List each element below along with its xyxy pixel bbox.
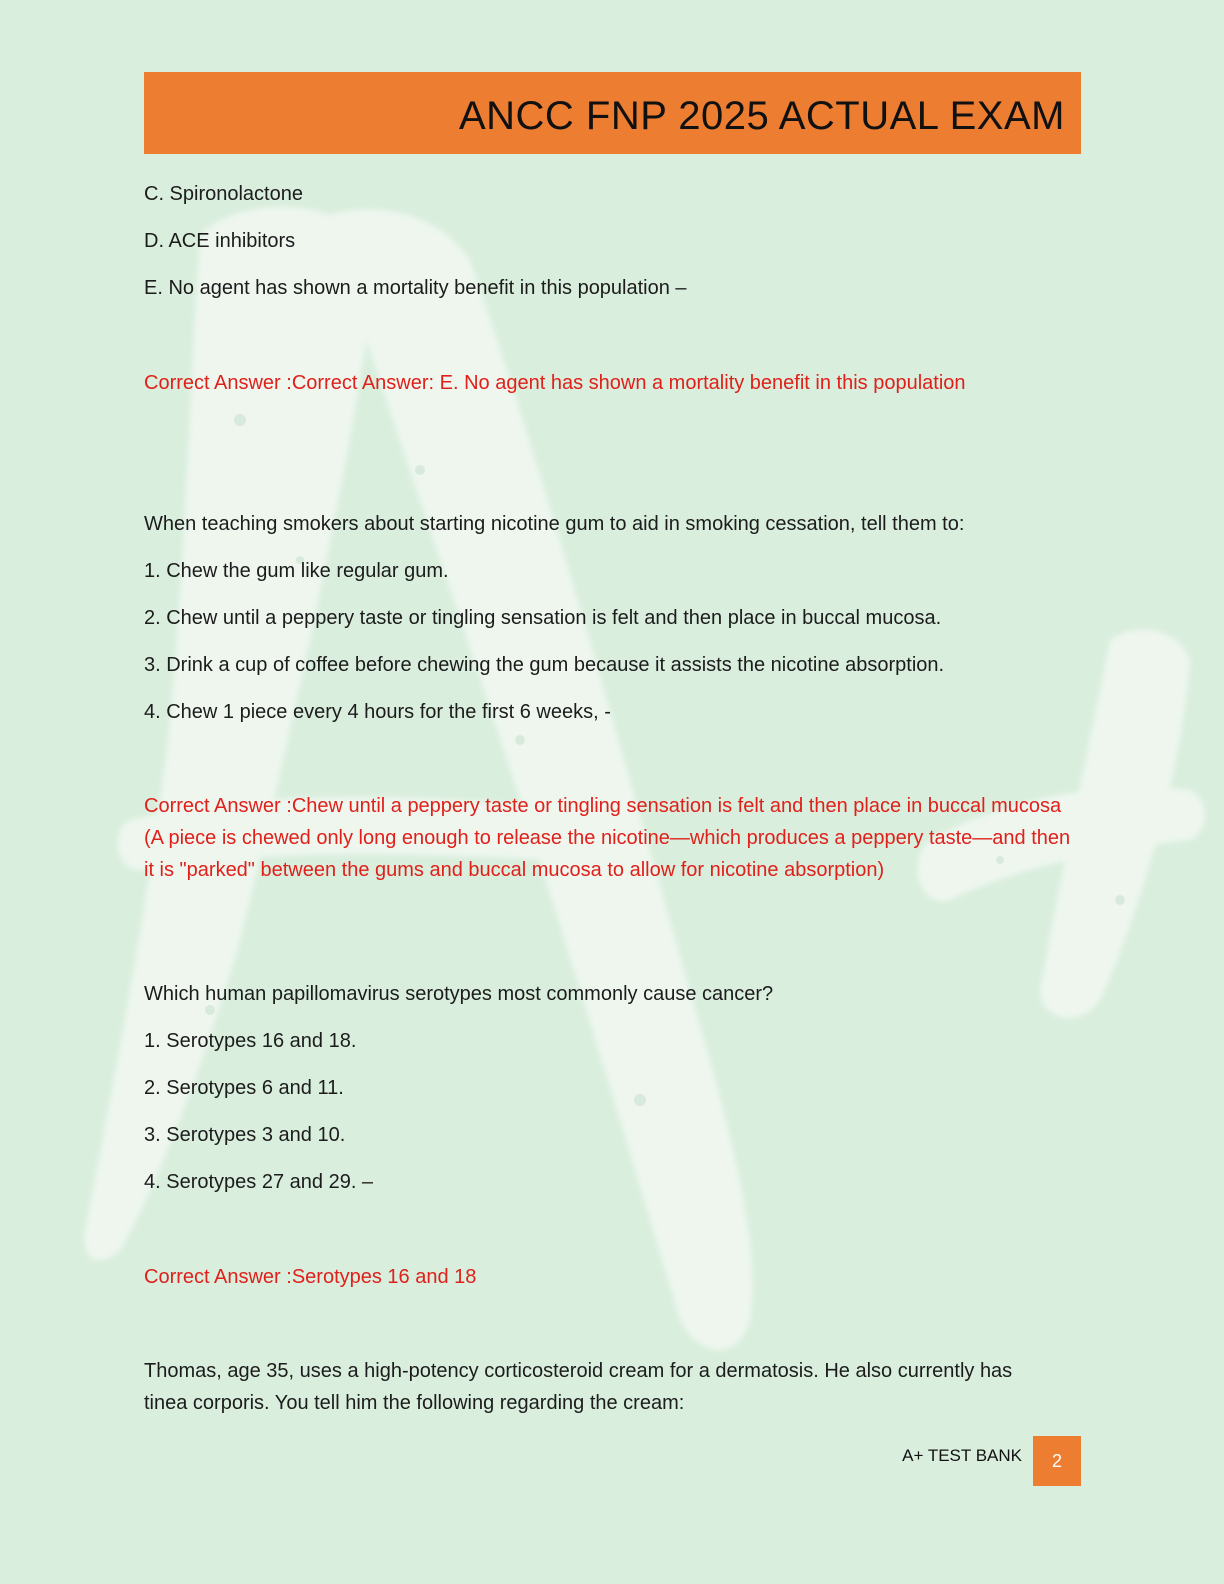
page-number: 2 (1033, 1436, 1081, 1486)
q2-option-2: 2. Chew until a peppery taste or tingling sensation is felt and then place in buccal mucosa. (144, 607, 942, 629)
q2-question: When teaching smokers about starting nicotine gum to aid in smoking cessation, tell them to: (144, 513, 965, 535)
q2-correct-answer: Correct Answer :Chew until a peppery taste or tingling sensation is felt and then place in buccal mucosa (A piece is chewed only long enough to release the nicotine—which produces a peppery taste—and then it is "parked" between the gums and buccal mucosa to allow for nicotine absorption) (144, 795, 1071, 881)
q2-option-1: 1. Chew the gum like regular gum. (144, 560, 449, 582)
q3-correct-answer: Correct Answer :Serotypes 16 and 18 (144, 1266, 477, 1288)
q3-option-3: 3. Serotypes 3 and 10. (144, 1124, 346, 1146)
q1-option-e: E. No agent has shown a mortality benefit in this population – (144, 277, 687, 299)
q3-question: Which human papillomavirus serotypes most commonly cause cancer? (144, 983, 774, 1005)
q1-option-d: D. ACE inhibitors (144, 230, 296, 252)
q4-question: Thomas, age 35, uses a high-potency corticosteroid cream for a dermatosis. He also currently has tinea corporis. You tell him the following regarding the cream: (144, 1360, 1013, 1414)
q2-option-3: 3. Drink a cup of coffee before chewing the gum because it assists the nicotine absorption. (144, 654, 945, 676)
q3-option-4: 4. Serotypes 27 and 29. – (144, 1171, 374, 1193)
q2-option-4: 4. Chew 1 piece every 4 hours for the first 6 weeks, - (144, 701, 611, 723)
q3-option-2: 2. Serotypes 6 and 11. (144, 1077, 344, 1099)
q1-option-c: C. Spironolactone (144, 183, 303, 205)
q3-option-1: 1. Serotypes 16 and 18. (144, 1030, 357, 1052)
footer-label: A+ TEST BANK (902, 1446, 1022, 1465)
q1-correct-answer: Correct Answer :Correct Answer: E. No agent has shown a mortality benefit in this population (144, 372, 966, 394)
header-banner (144, 72, 1081, 154)
page-title: ANCC FNP 2025 ACTUAL EXAM (458, 93, 1065, 138)
